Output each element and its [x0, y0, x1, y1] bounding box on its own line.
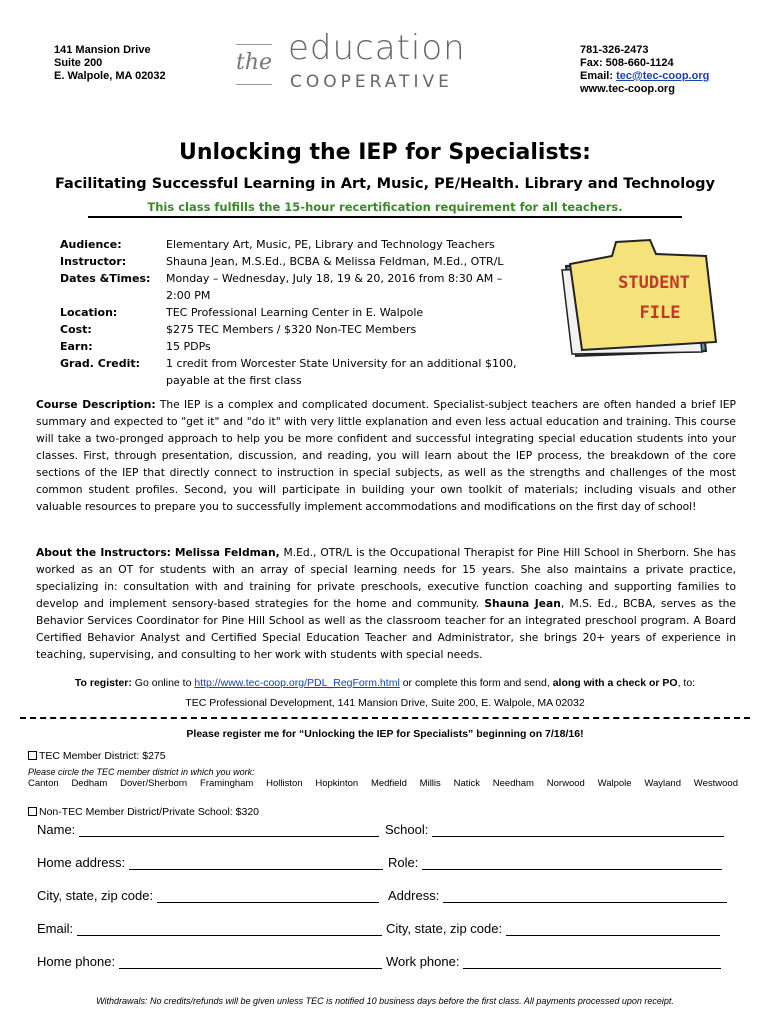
detail-instructor: Instructor: Shauna Jean, M.S.Ed., BCBA & Melissa Feldman, M.Ed., OTR/L: [60, 255, 504, 268]
title-rule: [88, 216, 682, 218]
register-instructions: To register: Go online to http://www.tec-coop.org/PDL_RegForm.html or complete this form and send, along with a check or PO, to:: [74, 677, 696, 689]
org-contact: [580, 44, 709, 96]
registration-link[interactable]: http://www.tec-coop.org/PDL_RegForm.html: [194, 677, 400, 689]
page-title: Unlocking the IEP for Specialists:: [179, 140, 591, 165]
email-link[interactable]: tec@tec-coop.org: [616, 70, 710, 82]
non-tec-checkbox[interactable]: [28, 807, 37, 816]
detail-dates: Dates &Times: Monday – Wednesday, July 18, 19 & 20, 2016 from 8:30 AM – 2:00 PM: [60, 272, 503, 302]
role-field[interactable]: Role:: [388, 855, 722, 870]
district-item[interactable]: Dover/Sherborn: [120, 778, 188, 789]
registration-heading: Please register me for “Unlocking the IEP for Specialists” beginning on 7/18/16!: [186, 728, 584, 740]
tec-member-option[interactable]: TEC Member District: $275: [28, 750, 166, 762]
course-details: [60, 236, 536, 389]
about-instructors: About the Instructors: Melissa Feldman, M.Ed., OTR/L is the Occupational Therapist for Pine Hill School in Sherborn. She has worked as an OT for students with an array of special learning needs for 15 years. She also maintains a private practice, specializing in: consultation with and training for private preschools, executive function coaching and supporting families to develop and implement sensory-based strategies for the home and community. Shauna Jean, M.S. Ed., BCBA, serves as the Behavior Services Coordinator for Pine Hill School as well as the classroom teacher for an integrated preschool program. A Board Certified Behavior Analyst and Certified Special Education Teacher and Administrator, she brings 20+ years of experience in teaching, supervising, and consulting to her work with students with special needs.: [36, 546, 736, 661]
recertification-note: This class fulfills the 15-hour recertification requirement for all teachers.: [147, 200, 623, 214]
district-item[interactable]: Medfield: [370, 778, 407, 789]
district-item[interactable]: Framingham: [200, 778, 254, 789]
district-item[interactable]: Wayland: [644, 778, 681, 789]
tec-member-checkbox[interactable]: [28, 751, 37, 760]
course-description: Course Description: The IEP is a complex and complicated document. Specialist-subject teachers are often handed a brief IEP summary and expected to "get it" and "do it" with very little explanation and even less actual education and training. This course will take a two-pronged approach to help you be more confident and successful integrating special education students into your classes. First, through presentation, discussion, and reading, you will learn about the IEP process, the breakdown of the core sections of the IEP that directly connect to instruction in special subjects, as well as the strengths and challenges of the most common student profiles. Second, you will participate in building your own toolkit of materials; including visuals and other valuable resources to prepare you to successfully implement accommodations and modifications on the first day of school!: [36, 398, 736, 513]
detail-cost: Cost: $275 TEC Members / $320 Non-TEC Members: [60, 323, 417, 336]
district-list: [28, 778, 738, 789]
district-item[interactable]: Holliston: [266, 778, 303, 789]
mailing-address: TEC Professional Development, 141 Mansion Drive, Suite 200, E. Walpole, MA 02032: [185, 697, 585, 709]
district-item[interactable]: Hopkinton: [315, 778, 359, 789]
student-file-folder-illustration: [556, 226, 722, 360]
district-item[interactable]: Canton: [28, 778, 59, 789]
detail-location: Location: TEC Professional Learning Center in E. Walpole: [60, 306, 424, 319]
folder-label-file: FILE: [639, 303, 681, 323]
page-subtitle: Facilitating Successful Learning in Art, Music, PE/Health. Library and Technology: [54, 176, 715, 192]
school-field[interactable]: School:: [385, 822, 724, 837]
district-item[interactable]: Walpole: [597, 778, 632, 789]
logo-education: education: [288, 28, 466, 68]
fax: Fax: 508-660-1124: [580, 57, 674, 69]
detail-audience: Audience: Elementary Art, Music, PE, Library and Technology Teachers: [60, 238, 495, 251]
email-field[interactable]: Email:: [37, 921, 382, 936]
district-item[interactable]: Natick: [453, 778, 480, 789]
district-item[interactable]: Westwood: [693, 778, 738, 789]
district-item[interactable]: Millis: [419, 778, 441, 789]
district-item[interactable]: Needham: [492, 778, 534, 789]
folder-label-student: STUDENT: [618, 273, 690, 293]
city-state-zip-field[interactable]: City, state, zip code:: [37, 888, 379, 903]
address-field[interactable]: Address:: [388, 888, 727, 903]
home-phone-field[interactable]: Home phone:: [37, 954, 382, 969]
work-phone-field[interactable]: Work phone:: [386, 954, 721, 969]
district-item[interactable]: Norwood: [546, 778, 585, 789]
education-cooperative-logo: [236, 28, 506, 98]
withdrawal-policy: Withdrawals: No credits/refunds will be given unless TEC is notified 10 business days before the first class. All payments processed upon receipt.: [96, 996, 674, 1006]
non-tec-option[interactable]: Non-TEC Member District/Private School: $320: [28, 806, 259, 818]
email-line: Email: tec@tec-coop.org: [580, 70, 710, 82]
logo-the: the: [236, 50, 273, 75]
phone: 781-326-2473: [580, 44, 649, 56]
work-city-state-zip-field[interactable]: City, state, zip code:: [386, 921, 720, 936]
name-field[interactable]: Name:: [37, 822, 379, 837]
website[interactable]: www.tec-coop.org: [580, 83, 675, 95]
org-address: 141 Mansion Drive Suite 200 E. Walpole, MA 02032: [54, 44, 166, 82]
district-instruction: Please circle the TEC member district in which you work:: [28, 767, 255, 777]
detail-earn: Earn: 15 PDPs: [60, 340, 211, 353]
district-item[interactable]: Dedham: [71, 778, 108, 789]
detail-grad-credit: Grad. Credit: 1 credit from Worcester State University for an additional $100, payable at the first class: [60, 357, 517, 387]
logo-cooperative: COOPERATIVE: [290, 72, 453, 92]
home-address-field[interactable]: Home address:: [37, 855, 383, 870]
cut-line: [20, 717, 750, 719]
